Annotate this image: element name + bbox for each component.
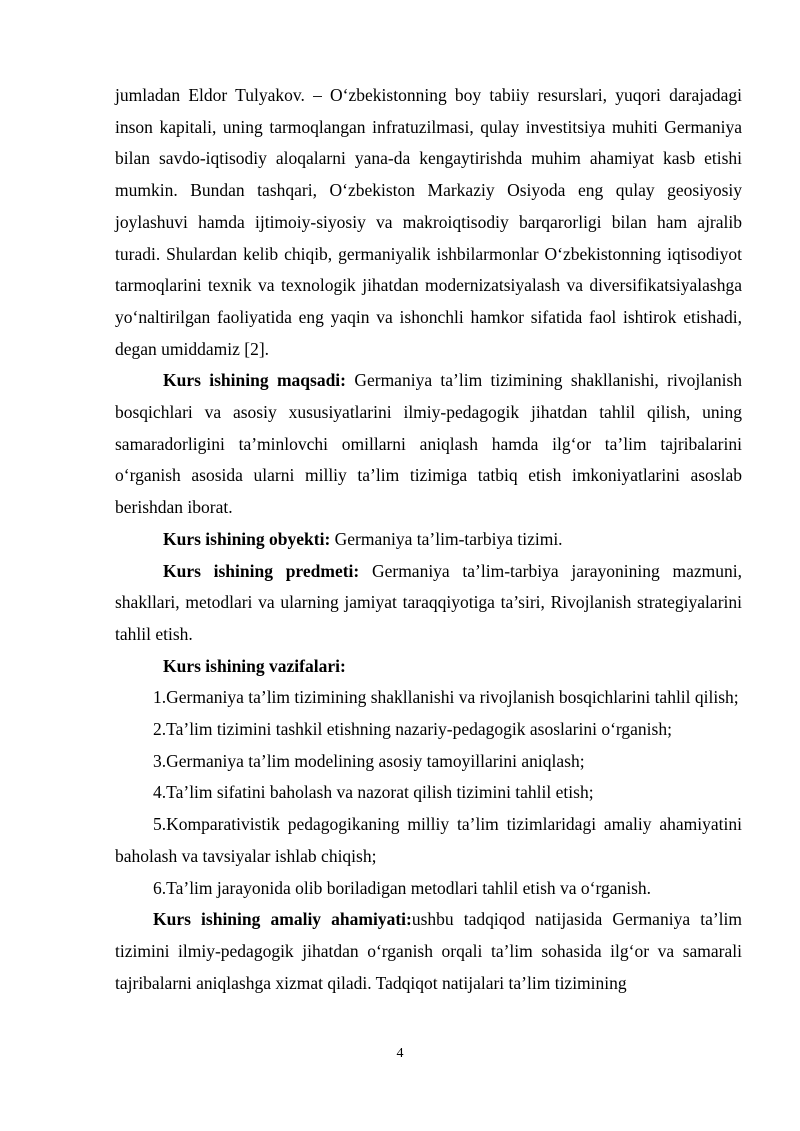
body-text <box>115 80 742 999</box>
subject-text: Germaniya ta’lim-tarbiya jarayonining mazmuni, shakllari, metodlari va ularning jamiyat taraqqiyotiga ta’siri, Rivojlanish strategiyalarini tahlil etish. <box>115 560 742 644</box>
practical-paragraph <box>115 904 742 999</box>
subject-paragraph <box>115 556 742 651</box>
intro-paragraph: jumladan Eldor Tulyakov. – O‘zbekistonning boy tabiiy resurslari, yuqori darajadagi inson kapitali, uning tarmoqlangan infratuzilmasi, qulay investitsiya muhiti Germaniya bilan savdo-iqtisodiy aloqalarni yana-da kengaytirishda muhim ahamiyat kasb etishi mumkin. Bundan tashqari, O‘zbekiston Markaziy Osiyoda eng qulay geosiyosiy joylashuvi hamda ijtimoiy-siyosiy va makroiqtisodiy barqarorligi bilan ham ajralib turadi. Shulardan kelib chiqib, germaniyalik ishbilarmonlar O‘zbekistonning iqtisodiyot tarmoqlarini texnik va texnologik jihatdan modernizatsiyalash va diversifikatsiyalashga yo‘naltirilgan faoliyatida eng yaqin va ishonchli hamkor sifatida faol ishtirok etishadi, degan umiddamiz [2]. <box>115 85 742 359</box>
goal-paragraph <box>115 365 742 524</box>
practical-label: Kurs ishining amaliy ahamiyati: <box>153 909 412 930</box>
task-item: 2.Ta’lim tizimini tashkil etishning nazariy-pedagogik asoslarini o‘rganish; <box>153 719 672 740</box>
task-item: 3.Germaniya ta’lim modelining asosiy tamoyillarini aniqlash; <box>153 750 585 771</box>
page-number: 4 <box>396 1046 404 1061</box>
task-item: 5.Komparativistik pedagogikaning milliy ta’lim tizimlaridagi amaliy ahamiyatini baholash va tavsiyalar ishlab chiqish; <box>115 814 742 866</box>
object-text: Germaniya ta’lim-tarbiya tizimi. <box>330 528 563 549</box>
subject-label: Kurs ishining predmeti: <box>163 560 360 581</box>
goal-text: Germaniya ta’lim tizimining shakllanishi, rivojlanish bosqichlari va asosiy xususiyatlarini ilmiy-pedagogik jihatdan tahlil qilish, uning samaradorligini ta’minlovchi omillarni aniqlash hamda ilg‘or ta’lim tajribalarini o‘rganish asosida ularni milliy ta’lim tizimiga tatbiq etish imkoniyatlarini asoslab berishdan iborat. <box>115 370 743 518</box>
practical-text: ushbu tadqiqod natijasida Germaniya ta’lim tizimini ilmiy-pedagogik jihatdan o‘rganish orqali ta’lim sohasida ilg‘or va samarali tajribalarni aniqlashga xizmat qiladi. Tadqiqot natijalari ta’lim tizimining <box>115 909 742 993</box>
task-item: 4.Ta’lim sifatini baholash va nazorat qilish tizimini tahlil etish; <box>153 782 594 803</box>
object-paragraph <box>115 524 742 556</box>
task-item: 1.Germaniya ta’lim tizimining shakllanishi va rivojlanish bosqichlarini tahlil qilish; <box>153 687 739 708</box>
tasks-heading: Kurs ishining vazifalari: <box>163 655 346 676</box>
task-item: 6.Ta’lim jarayonida olib boriladigan metodlari tahlil etish va o‘rganish. <box>153 877 652 898</box>
goal-label: Kurs ishining maqsadi: <box>163 370 346 391</box>
object-label: Kurs ishining obyekti: <box>163 528 331 549</box>
